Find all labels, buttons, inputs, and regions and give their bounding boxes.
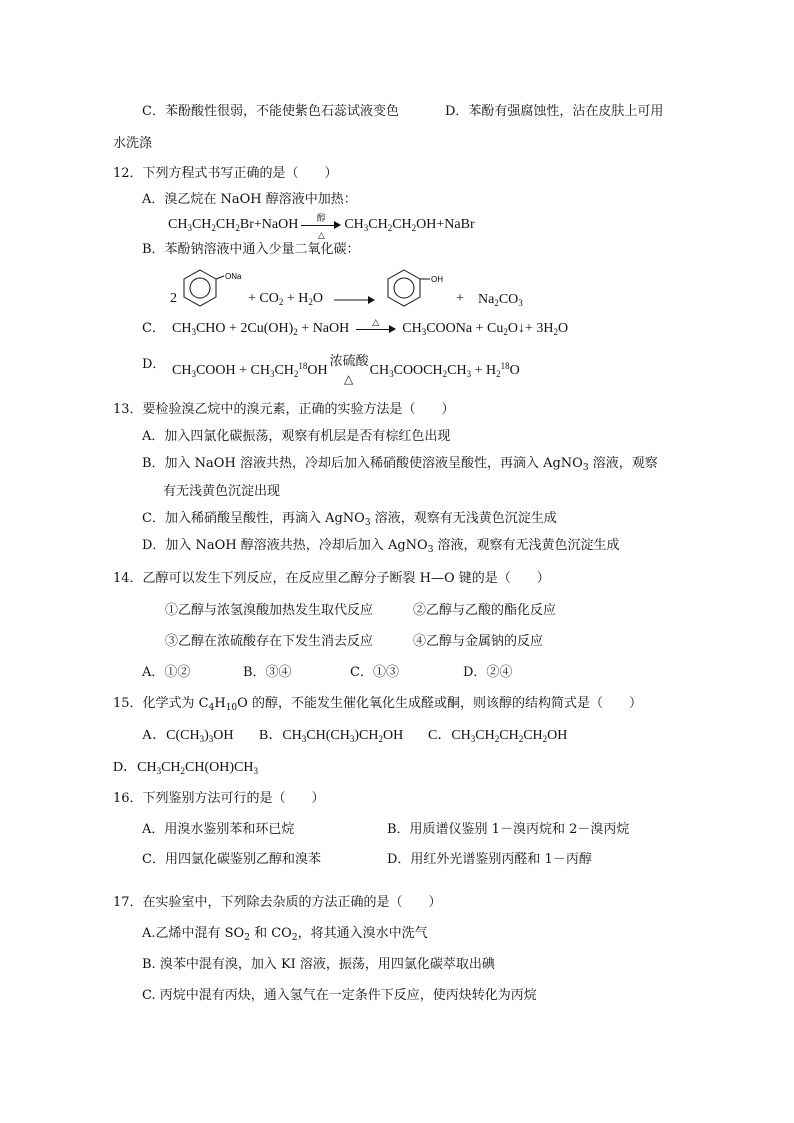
arrow-condition: 醇 (316, 213, 326, 223)
q11-option-d: D．苯酚有强腐蚀性，沾在皮肤上可用 (445, 104, 664, 119)
q14-option-d: D．②④ (463, 665, 513, 680)
q16-option-d: D．用红外光谱鉴别丙醛和 1－丙醇 (387, 852, 592, 867)
q14-reaction-4: ④乙醇与金属钠的反应 (413, 634, 544, 649)
q11-option-c: C．苯酚酸性很弱，不能使紫色石蕊试液变色 (142, 104, 399, 119)
q17-stem: 17．在实验室中，下列除去杂质的方法正确的是（ ） (113, 895, 442, 910)
q15-option-b: B．$CH_3CH(CH_3)CH_2OH$ (259, 728, 404, 744)
q11-option-d-continuation: 水洗涤 (113, 136, 153, 151)
heat-symbol: △ (372, 317, 380, 327)
ona-group-label: ONa (225, 272, 242, 281)
phenol-structure (382, 266, 452, 310)
q12-option-b-label: B．苯酚钠溶液中通入少量二氧化碳： (142, 242, 360, 257)
q16-stem: 16．下列鉴别方法可行的是（ ） (113, 791, 325, 806)
q15-stem: 15．化学式为 $C_4H_{10}O$ 的醇，不能发生催化氧化生成醛或酮，则该醇的结构简式是（ ） (113, 696, 642, 713)
catalyst-label: 浓硫酸 (329, 353, 369, 368)
q15-option-a: A．$C(CH_3)_3OH$ (142, 728, 234, 744)
q15-option-d: D．$CH_3CH_2CH(OH)CH_3$ (113, 760, 258, 776)
q16-option-a: A．用溴水鉴别苯和环已烷 (142, 822, 295, 837)
q12-option-a-equation: $CH_3CH_2CH_2Br+NaOH$ 醇 △ $CH_3CH_2CH_2OH+NaBr$ (168, 216, 475, 237)
heat-symbol: △ (317, 230, 325, 240)
q13-option-a: A．加入四氯化碳振荡，观察有机层是否有棕红色出现 (142, 429, 451, 444)
reaction-condition (329, 353, 369, 386)
q12-option-a-label: A．溴乙烷在 NaOH 醇溶液中加热： (142, 192, 357, 207)
q14-reaction-2: ②乙醇与乙酸的酯化反应 (413, 603, 557, 618)
q13-option-c: C．加入稀硝酸呈酸性，再滴入 AgNO$_3$ 溶液，观察有无浅黄色沉淀生成 (142, 511, 557, 528)
q14-reaction-3: ③乙醇在浓硫酸存在下发生消去反应 (165, 634, 374, 649)
q14-option-a: A．①② (142, 665, 191, 680)
q14-option-b: B．③④ (243, 665, 292, 680)
q14-option-c: C．①③ (350, 665, 399, 680)
q12-option-c-label: C． (142, 321, 165, 336)
q12-option-d-equation: $CH_3COOH + CH_3CH_2^{18}OH$ 浓硫酸 △ $CH_3COOCH_2CH_3 + H_2^{18}O$ (172, 353, 520, 386)
q12-b-product: $Na_2CO_3$ (478, 292, 523, 308)
q16-option-c: C．用四氯化碳鉴别乙醇和溴苯 (142, 852, 321, 867)
q17-option-c: C. 丙烷中混有丙炔，通入氢气在一定条件下反应，使丙炔转化为丙烷 (142, 988, 537, 1003)
q16-option-b: B．用质谱仪鉴别 1－溴丙烷和 2－溴丙烷 (387, 822, 630, 837)
q12-option-d-label: D． (142, 357, 166, 372)
oh-group-label: OH (431, 275, 443, 284)
reaction-arrow (334, 294, 376, 306)
heat-symbol: △ (344, 372, 354, 386)
q13-option-b: B．加入 NaOH 溶液共热，冷却后加入稀硝酸使溶液呈酸性，再滴入 AgNO$_3$ 溶液，观察 (142, 456, 658, 473)
reaction-arrow (356, 317, 396, 338)
q12-b-coefficient: 2 (170, 291, 177, 306)
q13-option-d: D．加入 NaOH 醇溶液共热，冷却后加入 AgNO$_3$ 溶液，观察有无浅黄色沉淀生成 (142, 538, 620, 555)
q15-option-c: C．$CH_3CH_2CH_2CH_2OH$ (428, 728, 568, 744)
q14-reaction-1: ①乙醇与浓氢溴酸加热发生取代反应 (165, 603, 374, 618)
q12-b-plus: + (456, 291, 464, 306)
q12-option-c-equation: $CH_3CHO + 2Cu(OH)_2$ + NaOH △ $CH_3COONa$ + $Cu_2O↓+ 3H_2O$ (172, 320, 568, 341)
q13-option-b-continuation: 有无浅黄色沉淀出现 (163, 484, 281, 499)
reaction-arrow (301, 213, 341, 240)
sodium-phenoxide-structure (178, 266, 248, 310)
q12-stem: 12．下列方程式书写正确的是（ ） (113, 166, 338, 181)
q14-stem: 14．乙醇可以发生下列反应，在反应里乙醇分子断裂 H—O 键的是（ ） (113, 571, 550, 586)
q12-b-reactants: + $CO_2 + H_2O$ (248, 291, 323, 307)
q13-stem: 13．要检验溴乙烷中的溴元素，正确的实验方法是（ ） (113, 402, 455, 417)
q17-option-a: A.乙烯中混有 $SO_2$ 和 $CO_2$，将其通入溴水中洗气 (142, 926, 428, 943)
q17-option-b: B. 溴苯中混有溴，加入 KI 溶液，振荡，用四氯化碳萃取出碘 (142, 957, 495, 972)
